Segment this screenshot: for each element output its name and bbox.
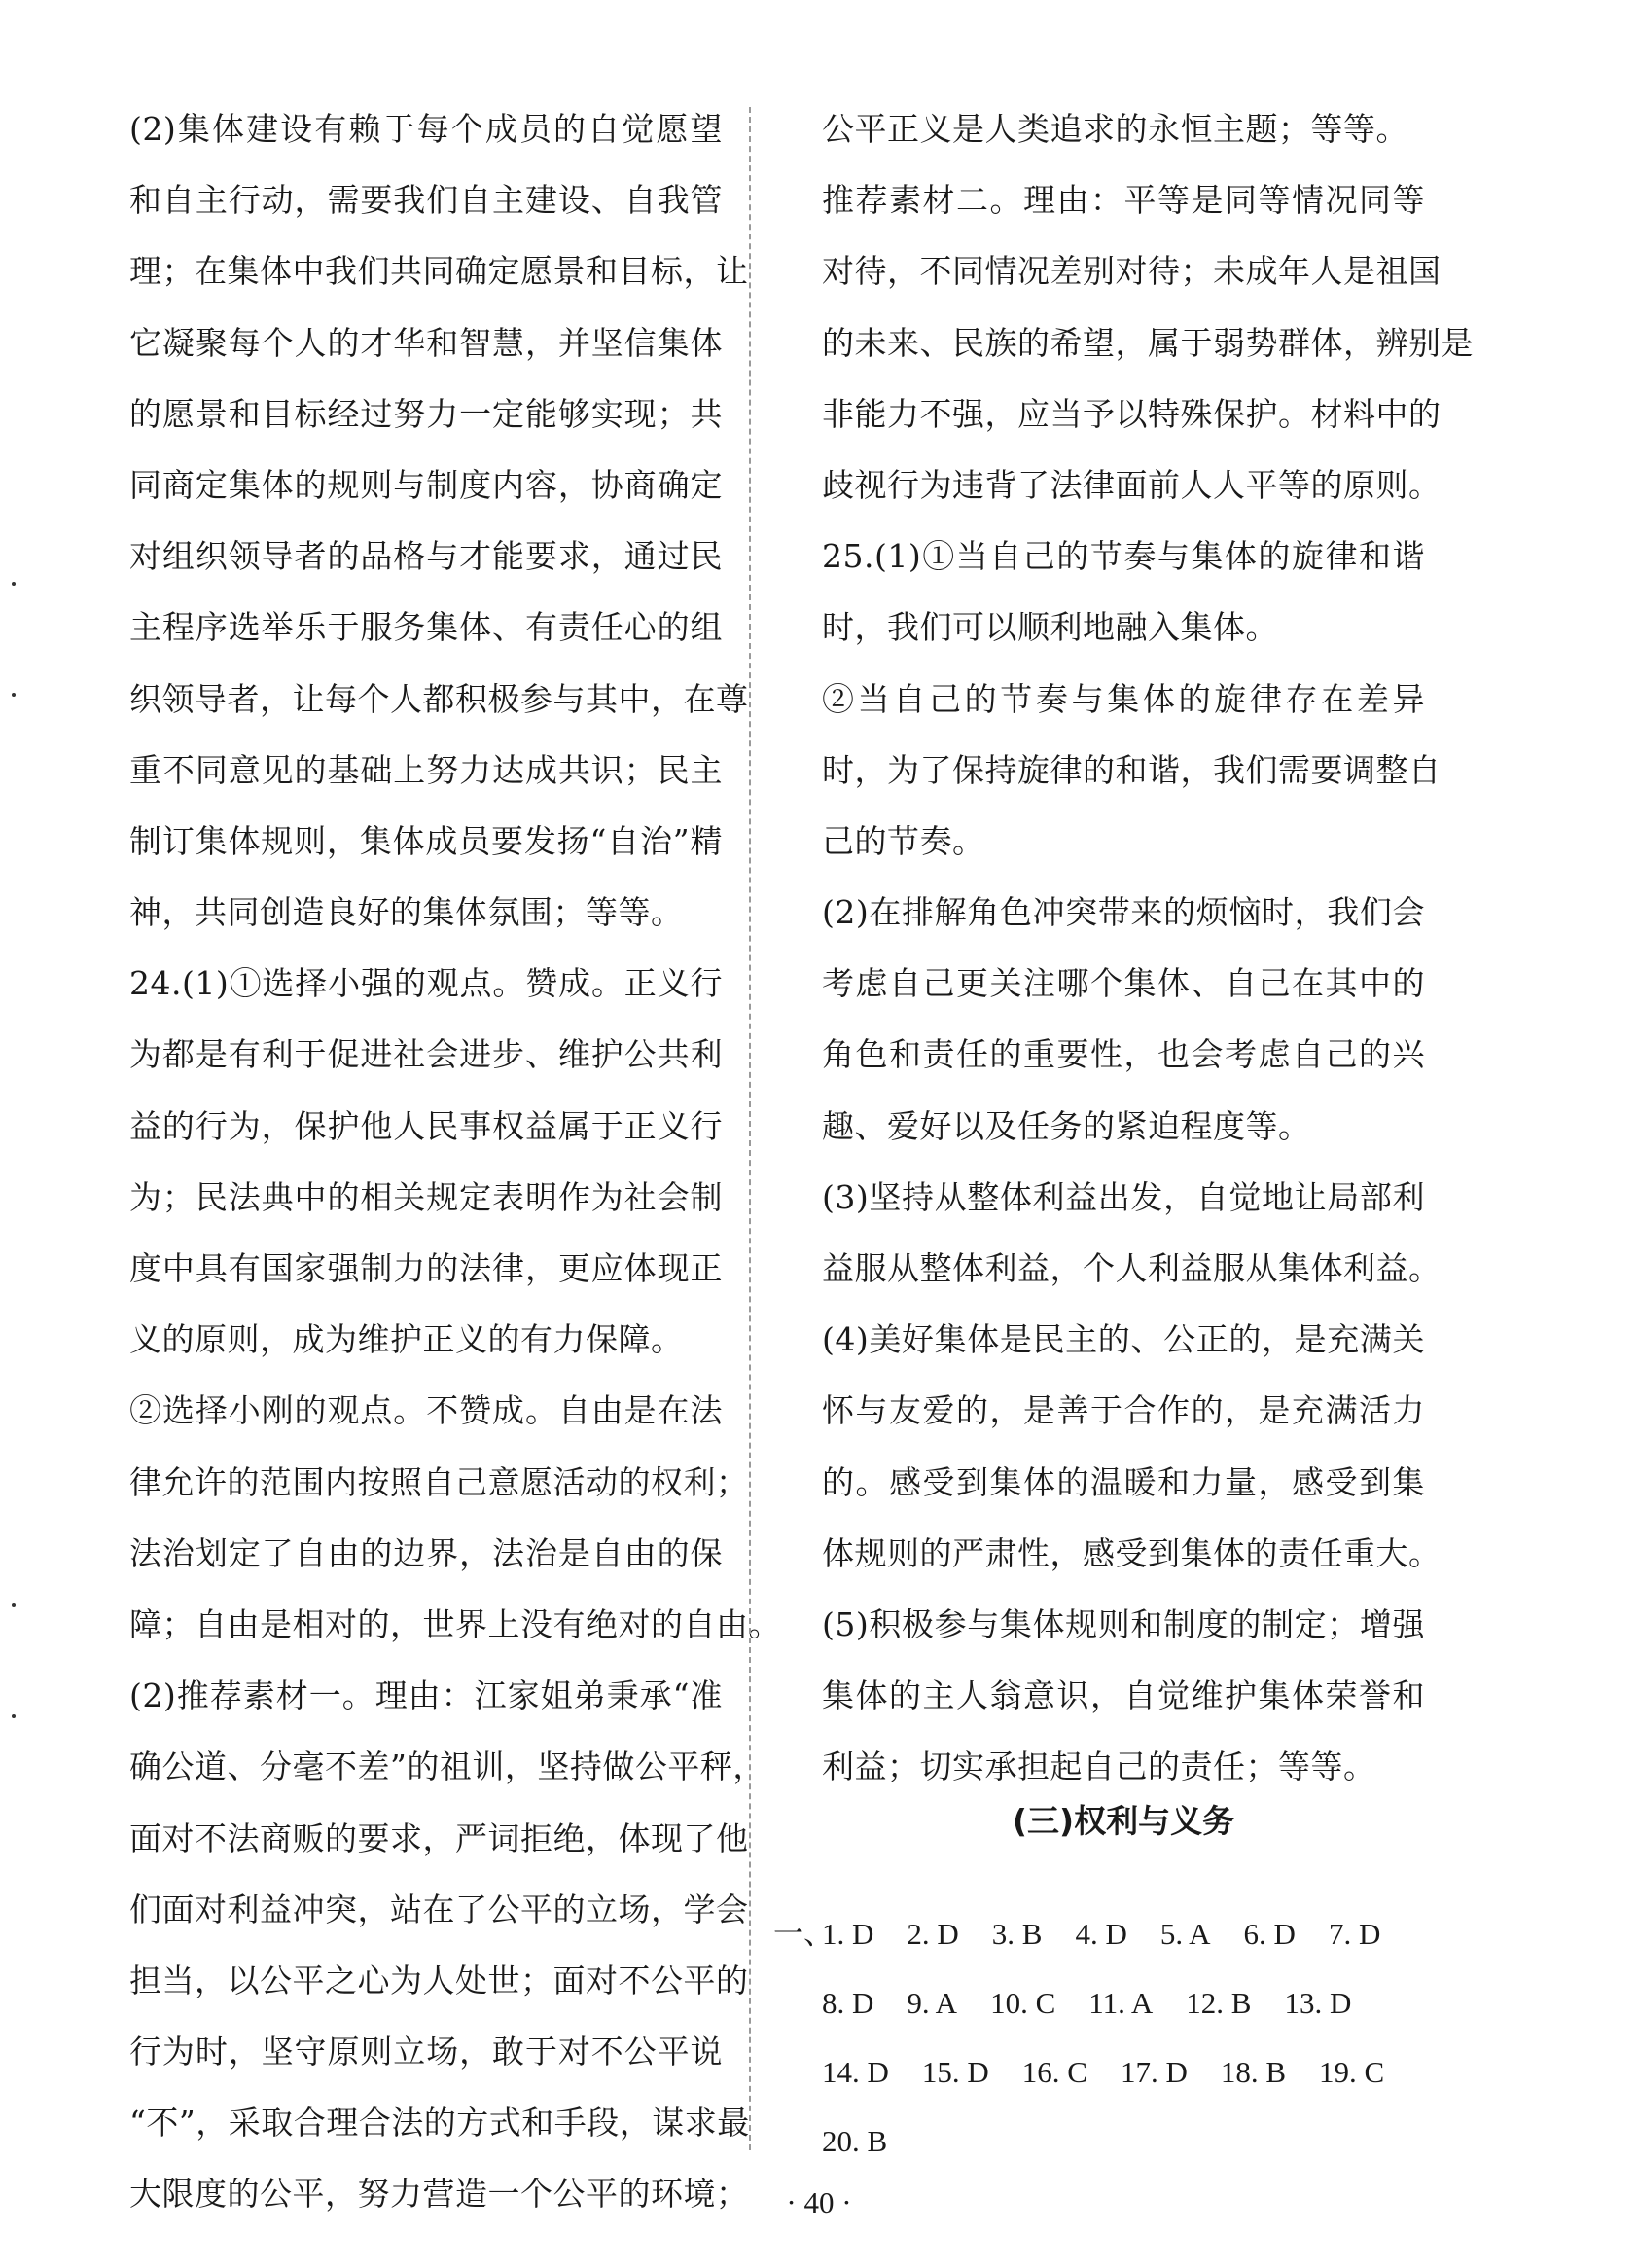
margin-dot: [12, 1603, 16, 1607]
answer-item: 20. B: [822, 2124, 888, 2158]
answer-item: 13. D: [1284, 1986, 1352, 2020]
text-line: 的愿景和目标经过努力一定能够实现；共: [129, 394, 723, 433]
column-divider: [749, 107, 751, 2150]
text-line: 障；自由是相对的，世界上没有绝对的自由。: [129, 1604, 781, 1643]
text-line: 确公道、分毫不差”的祖训，坚持做公平秤，: [129, 1747, 766, 1786]
answer-item: 10. C: [990, 1986, 1056, 2020]
answer-item: 2. D: [907, 1917, 959, 1951]
text-line: 法治划定了自由的边界，法治是自由的保: [129, 1533, 723, 1572]
text-line: 利益；切实承担起自己的责任；等等。: [822, 1747, 1376, 1786]
answer-key: [773, 1899, 1435, 2176]
text-line: 体规则的严肃性，感受到集体的责任重大。: [822, 1533, 1442, 1572]
text-line: 同商定集体的规则与制度内容，协商确定: [129, 465, 723, 504]
answer-item: 9. A: [907, 1986, 958, 2020]
text-line: 时，为了保持旋律的和谐，我们需要调整自: [822, 750, 1442, 789]
answer-item: 6. D: [1243, 1917, 1296, 1951]
text-line: 律允许的范围内按照自己意愿活动的权利；: [129, 1462, 749, 1501]
answer-item: 11. A: [1088, 1986, 1154, 2020]
text-line: (3)坚持从整体利益出发，自觉地让局部利: [822, 1177, 1425, 1216]
text-line: 24.(1)①选择小强的观点。赞成。正义行: [129, 964, 723, 1003]
page-number: · 40 ·: [786, 2185, 852, 2219]
section-heading: (三)权利与义务: [1012, 1802, 1235, 1840]
text-line: 怀与友爱的，是善于合作的，是充满活力: [822, 1391, 1425, 1430]
text-line: 集体的主人翁意识，自觉维护集体荣誉和: [822, 1676, 1425, 1715]
text-line: 25.(1)①当自己的节奏与集体的旋律和谐: [822, 537, 1425, 576]
text-line: (2)推荐素材一。理由：江家姐弟秉承“准: [129, 1676, 723, 1715]
text-line: 行为时，坚守原则立场，敢于对不公平说: [129, 2033, 723, 2071]
answer-item: 7. D: [1328, 1917, 1381, 1951]
answer-row: [773, 2037, 1435, 2106]
answer-row: [773, 2106, 1435, 2176]
text-line: 益服从整体利益，个人利益服从集体利益。: [822, 1249, 1442, 1287]
text-line: 己的节奏。: [822, 821, 985, 860]
text-line: 角色和责任的重要性，也会考虑自己的兴: [822, 1035, 1425, 1074]
text-line: 担当，以公平之心为人处世；面对不公平的: [129, 1961, 749, 1999]
text-line: 公平正义是人类追求的永恒主题；等等。: [822, 110, 1408, 148]
text-line: 大限度的公平，努力营造一个公平的环境；: [129, 2175, 749, 2214]
text-line: 益的行为，保护他人民事权益属于正义行: [129, 1106, 723, 1145]
answer-item: 3. B: [991, 1917, 1043, 1951]
text-line: 它凝聚每个人的才华和智慧，并坚信集体: [129, 323, 723, 362]
text-line: 织领导者，让每个人都积极参与其中，在尊: [129, 679, 749, 718]
text-line: “不”，采取合理合法的方式和手段，谋求最: [129, 2104, 750, 2142]
answer-row: [773, 1968, 1435, 2037]
text-line: 们面对利益冲突，站在了公平的立场，学会: [129, 1890, 749, 1928]
answer-item: 15. D: [921, 2055, 989, 2089]
left-column: [129, 93, 781, 2230]
answer-item: 18. B: [1220, 2055, 1287, 2089]
margin-dot: [12, 1714, 16, 1718]
text-line: 理；在集体中我们共同确定愿景和目标，让: [129, 252, 749, 291]
text-line: 非能力不强，应当予以特殊保护。材料中的: [822, 394, 1442, 433]
text-line: 歧视行为违背了法律面前人人平等的原则。: [822, 465, 1442, 504]
answer-item: 4. D: [1075, 1917, 1127, 1951]
answer-item: 14. D: [822, 2055, 889, 2089]
answer-item: 12. B: [1186, 1986, 1252, 2020]
answer-row: [773, 1899, 1435, 1968]
text-line: 为；民法典中的相关规定表明作为社会制: [129, 1177, 723, 1216]
text-line: 的未来、民族的希望，属于弱势群体，辨别是: [822, 323, 1474, 362]
margin-dot: [12, 582, 16, 586]
text-line: 时，我们可以顺利地融入集体。: [822, 608, 1278, 647]
text-line: (5)积极参与集体规则和制度的制定；增强: [822, 1604, 1425, 1643]
text-line: 神，共同创造良好的集体氛围；等等。: [129, 893, 684, 932]
answer-item: 16. C: [1021, 2055, 1087, 2089]
answer-item: 8. D: [822, 1986, 874, 2020]
text-line: (2)在排解角色冲突带来的烦恼时，我们会: [822, 893, 1425, 932]
text-line: ②当自己的节奏与集体的旋律存在差异: [822, 679, 1425, 718]
answer-item: 17. D: [1120, 2055, 1188, 2089]
text-line: 趣、爱好以及任务的紧迫程度等。: [822, 1106, 1311, 1145]
answer-section-prefix: 一、: [773, 1917, 834, 1951]
text-line: 和自主行动，需要我们自主建设、自我管: [129, 181, 723, 220]
text-line: ②选择小刚的观点。不赞成。自由是在法: [129, 1391, 723, 1430]
margin-dot: [12, 693, 16, 697]
right-column: [822, 93, 1474, 1803]
text-line: 推荐素材二。理由：平等是同等情况同等: [822, 181, 1425, 220]
text-line: 为都是有利于促进社会进步、维护公共利: [129, 1035, 723, 1074]
text-line: 度中具有国家强制力的法律，更应体现正: [129, 1249, 723, 1287]
text-line: 考虑自己更关注哪个集体、自己在其中的: [822, 964, 1425, 1003]
text-line: 的。感受到集体的温暖和力量，感受到集: [822, 1462, 1425, 1501]
answer-item: 1. D: [822, 1917, 874, 1951]
text-line: 对待，不同情况差别对待；未成年人是祖国: [822, 252, 1442, 291]
text-line: (4)美好集体是民主的、公正的，是充满关: [822, 1320, 1425, 1359]
text-line: 重不同意见的基础上努力达成共识；民主: [129, 750, 723, 789]
text-line: 面对不法商贩的要求，严词拒绝，体现了他: [129, 1818, 749, 1857]
text-line: 义的原则，成为维护正义的有力保障。: [129, 1320, 684, 1359]
answer-item: 5. A: [1159, 1917, 1211, 1951]
text-line: (2)集体建设有赖于每个成员的自觉愿望: [129, 110, 723, 148]
text-line: 制订集体规则，集体成员要发扬“自治”精: [129, 821, 723, 860]
text-line: 主程序选举乐于服务集体、有责任心的组: [129, 608, 723, 647]
answer-item: 19. C: [1319, 2055, 1385, 2089]
text-line: 对组织领导者的品格与才能要求，通过民: [129, 537, 723, 576]
